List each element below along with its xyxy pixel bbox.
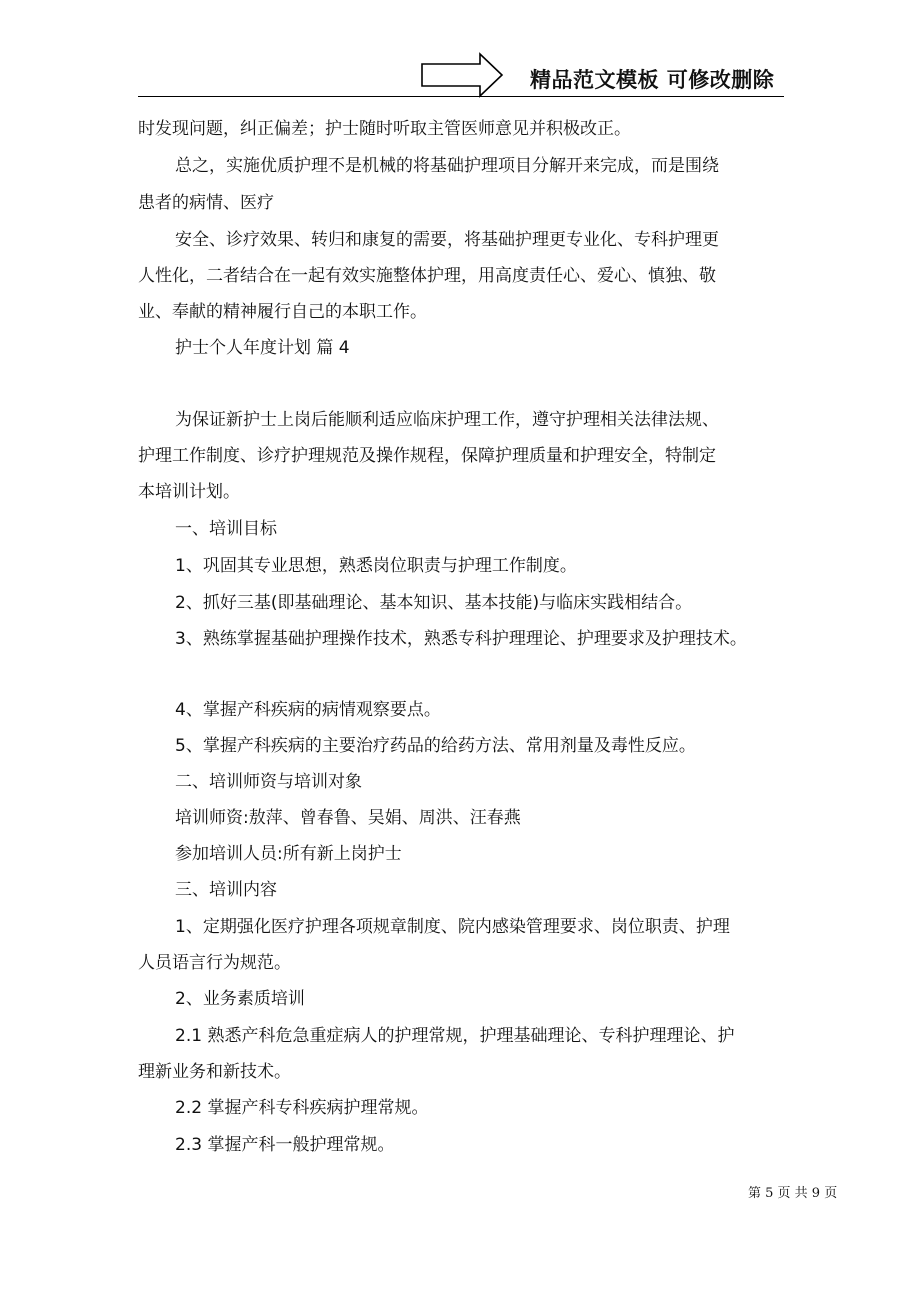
section-heading: 三、培训内容 [175, 880, 277, 900]
list-item: 2.3 掌握产科一般护理常规。 [175, 1135, 395, 1155]
list-item: 1、巩固其专业思想，熟悉岗位职责与护理工作制度。 [175, 556, 577, 576]
page-header [138, 50, 784, 98]
page-number: 第 5 页 共 9 页 [748, 1186, 838, 1201]
header-divider [138, 96, 784, 97]
list-item: 4、掌握产科疾病的病情观察要点。 [175, 700, 441, 720]
body-line: 理新业务和新技术。 [138, 1062, 291, 1082]
body-line: 时发现问题，纠正偏差；护士随时听取主管医师意见并积极改正。 [138, 119, 631, 139]
list-item: 3、熟练掌握基础护理操作技术，熟悉专科护理理论、护理要求及护理技术。 [175, 629, 747, 649]
list-item: 2、抓好三基(即基础理论、基本知识、基本技能)与临床实践相结合。 [175, 593, 693, 613]
section-heading: 二、培训师资与培训对象 [175, 772, 362, 792]
body-line: 人员语言行为规范。 [138, 953, 291, 973]
body-line: 护理工作制度、诊疗护理规范及操作规程，保障护理质量和护理安全，特制定 [138, 446, 716, 466]
body-line: 人性化，二者结合在一起有效实施整体护理，用高度责任心、爱心、慎独、敬 [138, 266, 716, 286]
section-heading: 护士个人年度计划 篇 4 [175, 338, 350, 358]
list-item: 2、业务素质培训 [175, 989, 305, 1009]
list-item: 2.1 熟悉产科危急重症病人的护理常规，护理基础理论、专科护理理论、护 [175, 1026, 735, 1046]
body-line: 参加培训人员:所有新上岗护士 [175, 844, 402, 864]
arrow-right-icon [420, 52, 504, 98]
body-line: 患者的病情、医疗 [138, 193, 274, 213]
body-line: 安全、诊疗效果、转归和康复的需要，将基础护理更专业化、专科护理更 [175, 230, 719, 250]
list-item: 1、定期强化医疗护理各项规章制度、院内感染管理要求、岗位职责、护理 [175, 917, 730, 937]
header-title: 精品范文模板 可修改删除 [530, 68, 775, 92]
body-line: 为保证新护士上岗后能顺利适应临床护理工作，遵守护理相关法律法规、 [175, 410, 719, 430]
body-line: 总之，实施优质护理不是机械的将基础护理项目分解开来完成，而是围绕 [175, 156, 719, 176]
body-line: 业、奉献的精神履行自己的本职工作。 [138, 302, 427, 322]
body-line: 培训师资:敖萍、曾春鲁、吴娟、周洪、汪春燕 [175, 808, 521, 828]
section-heading: 一、培训目标 [175, 519, 277, 539]
body-line: 本培训计划。 [138, 482, 240, 502]
list-item: 2.2 掌握产科专科疾病护理常规。 [175, 1098, 429, 1118]
list-item: 5、掌握产科疾病的主要治疗药品的给药方法、常用剂量及毒性反应。 [175, 736, 696, 756]
